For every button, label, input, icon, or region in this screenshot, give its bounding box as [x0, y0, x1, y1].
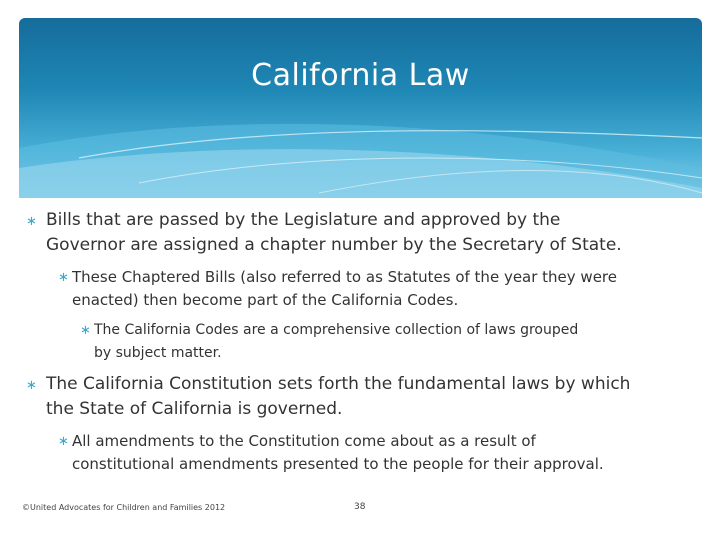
bullet-text: by subject matter.	[94, 345, 222, 361]
title-banner	[19, 18, 702, 198]
bullet-text: Bills that are passed by the Legislature and approved by the	[46, 210, 561, 230]
slide-title: California Law	[251, 58, 470, 93]
bullet-icon: ∗	[80, 323, 91, 338]
bullet-text: the State of California is governed.	[46, 399, 343, 419]
bullet-icon: ∗	[58, 270, 69, 285]
bullet-text: All amendments to the Constitution come about as a result of	[72, 432, 536, 450]
page-number: 38	[354, 502, 366, 512]
bullet-icon: ∗	[26, 214, 37, 229]
footer-copyright: ©United Advocates for Children and Families 2012	[22, 503, 226, 512]
bullet-text: The California Constitution sets forth the fundamental laws by which	[46, 374, 631, 394]
bullet-text: constitutional amendments presented to the people for their approval.	[72, 455, 604, 473]
bullet-text: enacted) then become part of the California Codes.	[72, 291, 459, 309]
bullet-text: Governor are assigned a chapter number by the Secretary of State.	[46, 235, 622, 255]
banner-wave-decoration	[19, 18, 702, 198]
bullet-icon: ∗	[58, 434, 69, 449]
bullet-text: These Chaptered Bills (also referred to as Statutes of the year they were	[72, 268, 617, 286]
bullet-text: The California Codes are a comprehensive collection of laws grouped	[94, 322, 579, 338]
bullet-icon: ∗	[26, 378, 37, 393]
